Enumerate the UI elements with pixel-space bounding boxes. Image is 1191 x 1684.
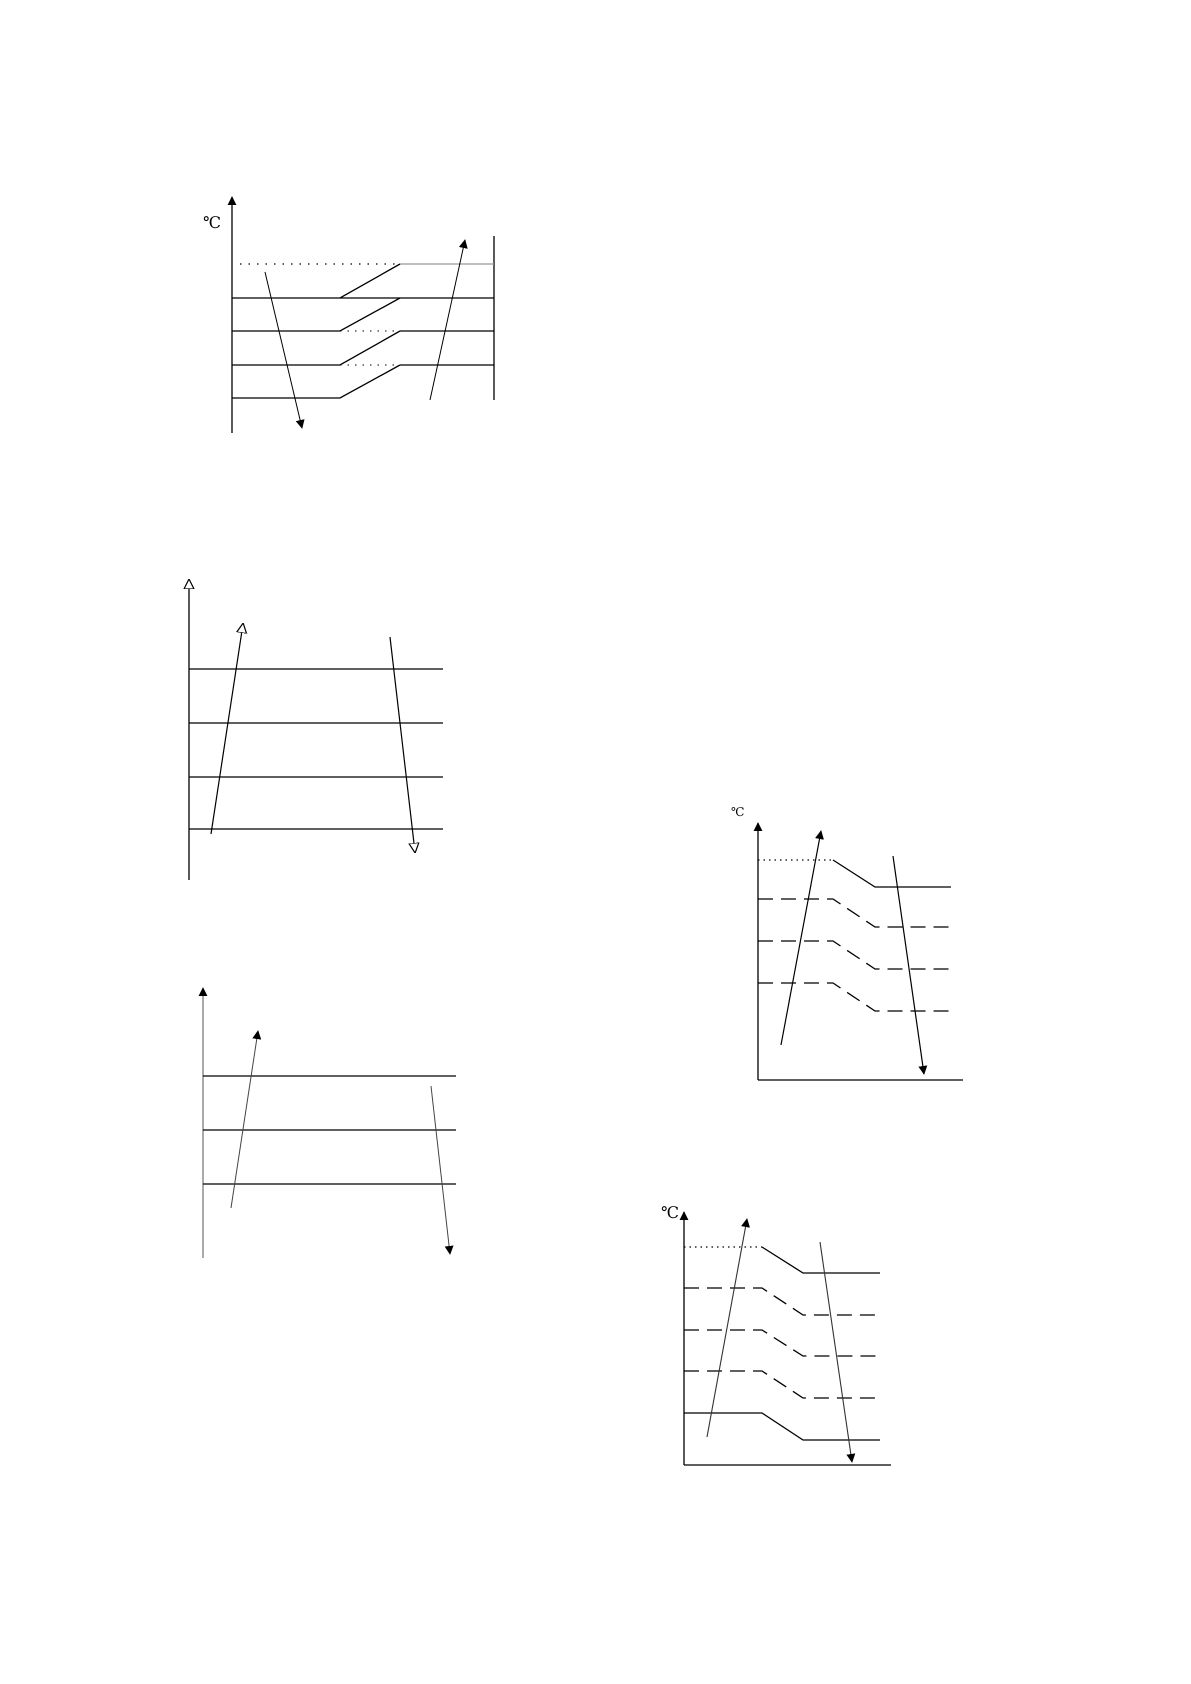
upward-flow-arrow: [231, 1031, 258, 1208]
level-line: [232, 298, 400, 331]
unit-label: ℃: [731, 805, 745, 819]
level-line-dashed: [758, 983, 951, 1011]
diagram-4: [731, 805, 963, 1080]
downward-flow-arrow: [820, 1242, 852, 1462]
downward-flow-arrow: [893, 856, 924, 1074]
level-line: [833, 860, 951, 887]
diagram-5: [661, 1203, 891, 1465]
level-line: [232, 365, 400, 398]
unit-label: ℃: [203, 213, 221, 232]
downward-flow-arrow: [265, 272, 302, 428]
diagram-3: [203, 988, 456, 1258]
level-line-dashed: [684, 1330, 880, 1356]
level-line: [232, 331, 400, 365]
upward-flow-arrow: [211, 624, 243, 834]
level-line-dashed: [758, 941, 951, 969]
unit-label: ℃: [661, 1203, 679, 1222]
diagram-2: [189, 580, 443, 880]
diagram-1: [203, 197, 494, 433]
level-line-dashed: [684, 1371, 880, 1398]
upward-flow-arrow: [707, 1219, 747, 1437]
upward-flow-arrow: [781, 831, 821, 1045]
downward-flow-arrow: [431, 1086, 450, 1254]
level-line: [684, 1413, 880, 1440]
level-line-dashed: [758, 899, 951, 927]
level-line-dashed: [684, 1288, 880, 1315]
level-line: [232, 264, 400, 298]
